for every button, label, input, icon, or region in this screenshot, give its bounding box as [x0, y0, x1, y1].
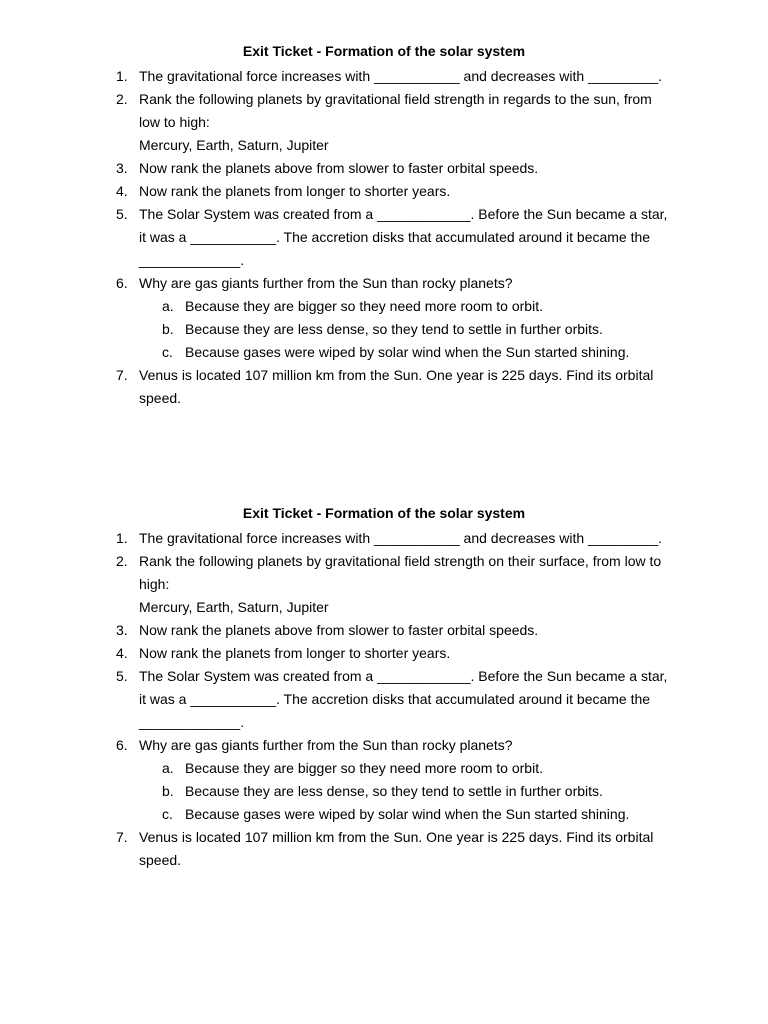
answer-option-c: [0, 341, 768, 364]
question-text: Rank the following planets by gravitational field strength on their surface, from low to: [139, 553, 662, 569]
question-3: [0, 619, 679, 642]
question-text: speed.: [139, 852, 182, 868]
option-letter: a.: [162, 760, 174, 776]
exit-ticket-2: [0, 504, 768, 872]
question-text: Now rank the planets above from slower to faster orbital speeds.: [139, 622, 539, 638]
question-number: 5.: [116, 206, 128, 222]
question-6: [0, 272, 679, 295]
question-list: [0, 527, 768, 872]
answer-option-b: [0, 780, 768, 803]
question-number: 4.: [116, 183, 128, 199]
planet-list: Mercury, Earth, Saturn, Jupiter: [139, 137, 329, 153]
question-6: [0, 734, 679, 757]
question-text: it was a ___________. The accretion disks that accumulated around it became the: [139, 691, 651, 707]
question-1: [0, 65, 679, 88]
question-5: [0, 665, 679, 734]
question-number: 2.: [116, 91, 128, 107]
planet-list: Mercury, Earth, Saturn, Jupiter: [139, 599, 329, 615]
question-text: The Solar System was created from a ____________. Before the Sun became a star,: [139, 668, 668, 684]
option-text: Because they are bigger so they need more room to orbit.: [185, 760, 543, 776]
question-text: Rank the following planets by gravitational field strength in regards to the sun, from: [139, 91, 652, 107]
question-text: Why are gas giants further from the Sun than rocky planets?: [139, 275, 513, 291]
ticket-title: Exit Ticket - Formation of the solar system: [242, 505, 526, 521]
question-7: [0, 826, 679, 872]
question-number: 5.: [116, 668, 128, 684]
option-letter: c.: [162, 806, 173, 822]
ticket-title: Exit Ticket - Formation of the solar system: [242, 43, 526, 59]
question-3: [0, 157, 679, 180]
question-number: 7.: [116, 367, 128, 383]
option-text: Because they are bigger so they need more room to orbit.: [185, 298, 543, 314]
question-4: [0, 180, 679, 203]
question-text: high:: [139, 576, 170, 592]
question-number: 7.: [116, 829, 128, 845]
question-number: 1.: [116, 68, 128, 84]
option-text: Because they are less dense, so they tend to settle in further orbits.: [185, 783, 603, 799]
question-7: [0, 364, 679, 410]
question-text: it was a ___________. The accretion disks that accumulated around it became the: [139, 229, 651, 245]
option-text: Because gases were wiped by solar wind when the Sun started shining.: [185, 806, 630, 822]
question-number: 3.: [116, 160, 128, 176]
question-number: 1.: [116, 530, 128, 546]
question-2: [0, 88, 679, 157]
option-text: Because they are less dense, so they tend to settle in further orbits.: [185, 321, 603, 337]
question-5: [0, 203, 679, 272]
question-list: [0, 65, 768, 410]
question-text: The Solar System was created from a ____________. Before the Sun became a star,: [139, 206, 668, 222]
question-text: Venus is located 107 million km from the Sun. One year is 225 days. Find its orbital: [139, 829, 654, 845]
question-text: Now rank the planets above from slower to faster orbital speeds.: [139, 160, 539, 176]
question-text: The gravitational force increases with ___________ and decreases with _________.: [139, 68, 663, 84]
option-letter: a.: [162, 298, 174, 314]
question-text: Now rank the planets from longer to shorter years.: [139, 645, 451, 661]
question-text: Venus is located 107 million km from the Sun. One year is 225 days. Find its orbital: [139, 367, 654, 383]
answer-option-a: [0, 757, 768, 780]
question-text: Why are gas giants further from the Sun than rocky planets?: [139, 737, 513, 753]
answer-option-c: [0, 803, 768, 826]
question-text: Now rank the planets from longer to shorter years.: [139, 183, 451, 199]
question-text: low to high:: [139, 114, 210, 130]
question-text: The gravitational force increases with ___________ and decreases with _________.: [139, 530, 663, 546]
question-text: _____________.: [139, 252, 245, 268]
question-4: [0, 642, 679, 665]
question-number: 4.: [116, 645, 128, 661]
option-letter: b.: [162, 321, 174, 337]
question-text: speed.: [139, 390, 182, 406]
question-number: 3.: [116, 622, 128, 638]
option-letter: c.: [162, 344, 173, 360]
question-1: [0, 527, 679, 550]
question-number: 6.: [116, 275, 128, 291]
question-2: [0, 550, 679, 619]
answer-option-a: [0, 295, 768, 318]
option-text: Because gases were wiped by solar wind when the Sun started shining.: [185, 344, 630, 360]
option-letter: b.: [162, 783, 174, 799]
question-number: 6.: [116, 737, 128, 753]
answer-option-b: [0, 318, 768, 341]
exit-ticket-1: [0, 42, 768, 410]
question-number: 2.: [116, 553, 128, 569]
question-text: _____________.: [139, 714, 245, 730]
